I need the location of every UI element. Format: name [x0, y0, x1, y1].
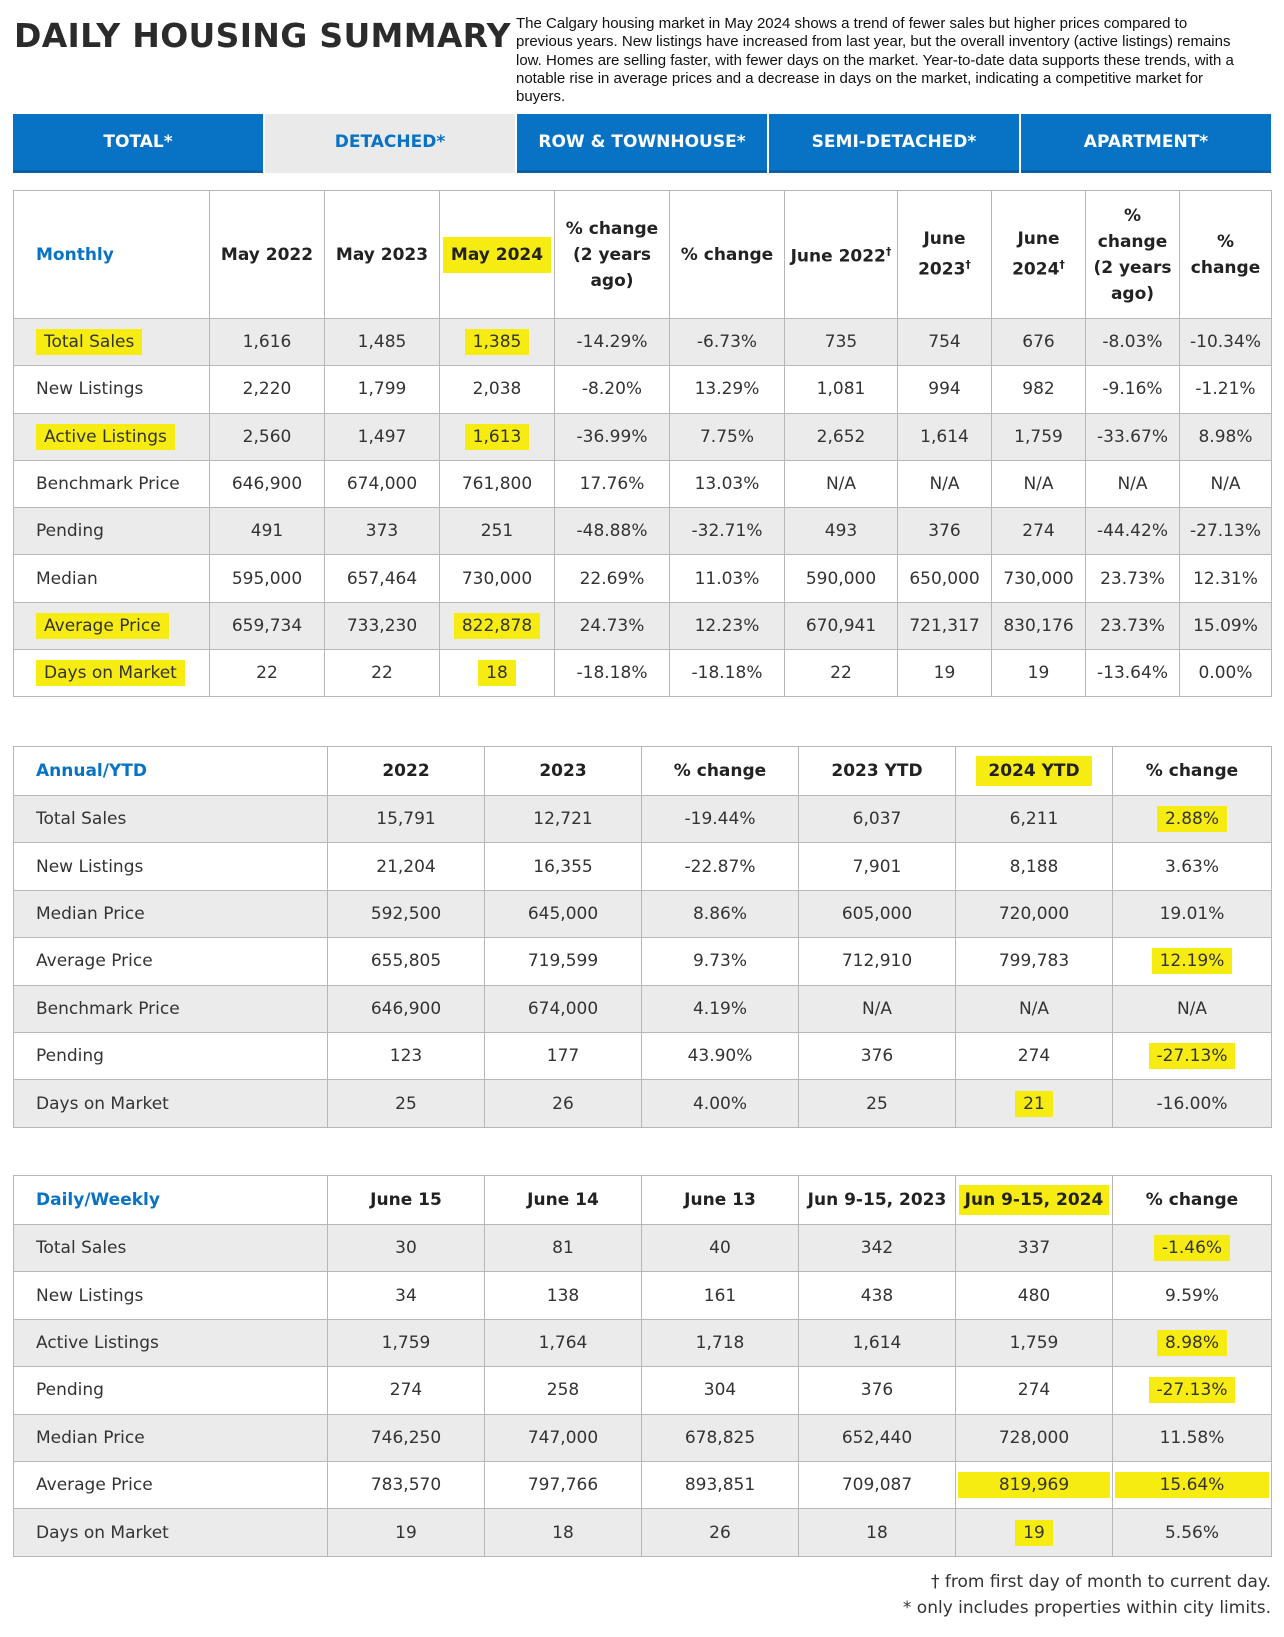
row-label: Total Sales — [14, 1225, 328, 1272]
data-cell: 721,317 — [898, 602, 992, 649]
monthly-col-header: May 2022 — [210, 191, 325, 319]
annual-row — [14, 938, 1272, 985]
data-cell: 8,188 — [956, 843, 1113, 890]
data-cell: -44.42% — [1086, 508, 1180, 555]
data-cell: -32.71% — [670, 508, 785, 555]
data-cell: 438 — [799, 1272, 956, 1319]
data-cell: 1,759 — [956, 1319, 1113, 1366]
daily-row — [14, 1319, 1272, 1366]
data-cell: 6,037 — [799, 796, 956, 843]
data-cell: 24.73% — [555, 602, 670, 649]
data-cell: 893,851 — [642, 1461, 799, 1508]
data-cell: 4.19% — [642, 985, 799, 1032]
data-cell: 8.98% — [1180, 413, 1272, 460]
data-cell: 719,599 — [485, 938, 642, 985]
data-cell: 18 — [485, 1509, 642, 1556]
data-cell: 712,910 — [799, 938, 956, 985]
data-cell: 650,000 — [898, 555, 992, 602]
data-cell: 376 — [898, 508, 992, 555]
data-cell: N/A — [898, 460, 992, 507]
data-cell: 34 — [328, 1272, 485, 1319]
data-cell: 22 — [785, 650, 898, 697]
monthly-col-header: % change (2 years ago) — [555, 191, 670, 319]
data-cell: 15,791 — [328, 796, 485, 843]
data-cell: 26 — [485, 1080, 642, 1127]
row-label: New Listings — [14, 843, 328, 890]
data-cell: 26 — [642, 1509, 799, 1556]
data-cell: 728,000 — [956, 1414, 1113, 1461]
data-cell: 274 — [956, 1032, 1113, 1079]
dagger-mark: † — [1059, 258, 1065, 272]
data-cell: 1,764 — [485, 1319, 642, 1366]
data-cell: -27.13% — [1180, 508, 1272, 555]
monthly-row — [14, 555, 1272, 602]
annual-col-header: % change — [1113, 747, 1272, 796]
data-cell: 19 — [898, 650, 992, 697]
data-cell: 1,613 — [440, 413, 555, 460]
data-cell: 12.31% — [1180, 555, 1272, 602]
row-label: Average Price — [14, 602, 210, 649]
data-cell: N/A — [1086, 460, 1180, 507]
data-cell: 18 — [440, 650, 555, 697]
data-cell: 7,901 — [799, 843, 956, 890]
data-cell: 797,766 — [485, 1461, 642, 1508]
data-cell: 25 — [799, 1080, 956, 1127]
data-cell: N/A — [1113, 985, 1272, 1032]
data-cell: 274 — [956, 1367, 1113, 1414]
annual-row — [14, 890, 1272, 937]
row-label: Active Listings — [14, 1319, 328, 1366]
data-cell: 1,759 — [992, 413, 1086, 460]
data-cell: 11.03% — [670, 555, 785, 602]
data-cell: 1,759 — [328, 1319, 485, 1366]
data-cell: 8.86% — [642, 890, 799, 937]
data-cell: 754 — [898, 319, 992, 366]
monthly-row — [14, 413, 1272, 460]
daily-row — [14, 1509, 1272, 1556]
data-cell: 0.00% — [1180, 650, 1272, 697]
row-label: Days on Market — [14, 650, 210, 697]
data-cell: 491 — [210, 508, 325, 555]
data-cell: 18 — [799, 1509, 956, 1556]
data-cell: 123 — [328, 1032, 485, 1079]
data-cell: 161 — [642, 1272, 799, 1319]
data-cell: 19 — [328, 1509, 485, 1556]
data-cell: 659,734 — [210, 602, 325, 649]
data-cell: 592,500 — [328, 890, 485, 937]
monthly-row — [14, 508, 1272, 555]
data-cell: -8.20% — [555, 366, 670, 413]
row-label: Median — [14, 555, 210, 602]
data-cell: 652,440 — [799, 1414, 956, 1461]
data-cell: 2,220 — [210, 366, 325, 413]
data-cell: 40 — [642, 1225, 799, 1272]
daily-col-header: June 14 — [485, 1176, 642, 1225]
data-cell: 81 — [485, 1225, 642, 1272]
data-cell: 3.63% — [1113, 843, 1272, 890]
data-cell: 138 — [485, 1272, 642, 1319]
row-label: Pending — [14, 1367, 328, 1414]
data-cell: 646,900 — [328, 985, 485, 1032]
data-cell: 274 — [328, 1367, 485, 1414]
monthly-section-title: Monthly — [14, 191, 210, 319]
data-cell: 735 — [785, 319, 898, 366]
daily-row — [14, 1272, 1272, 1319]
data-cell: 23.73% — [1086, 602, 1180, 649]
data-cell: 761,800 — [440, 460, 555, 507]
data-cell: 655,805 — [328, 938, 485, 985]
data-cell: 605,000 — [799, 890, 956, 937]
data-cell: 13.29% — [670, 366, 785, 413]
page-title: DAILY HOUSING SUMMARY — [14, 16, 511, 55]
monthly-row — [14, 460, 1272, 507]
row-label: Total Sales — [14, 319, 210, 366]
data-cell: 678,825 — [642, 1414, 799, 1461]
data-cell: 1,081 — [785, 366, 898, 413]
row-label: Active Listings — [14, 413, 210, 460]
row-label: Days on Market — [14, 1080, 328, 1127]
data-cell: 819,969 — [956, 1461, 1113, 1508]
daily-col-header: June 13 — [642, 1176, 799, 1225]
monthly-col-header: June 2022† — [785, 191, 898, 319]
data-cell: -13.64% — [1086, 650, 1180, 697]
daily-row — [14, 1461, 1272, 1508]
data-cell: 19.01% — [1113, 890, 1272, 937]
data-cell: 9.59% — [1113, 1272, 1272, 1319]
data-cell: 733,230 — [325, 602, 440, 649]
data-cell: 8.98% — [1113, 1319, 1272, 1366]
data-cell: 251 — [440, 508, 555, 555]
monthly-col-header: May 2023 — [325, 191, 440, 319]
daily-col-header: Jun 9-15, 2024 — [956, 1176, 1113, 1225]
annual-row — [14, 985, 1272, 1032]
monthly-col-header: June 2024† — [992, 191, 1086, 319]
data-cell: 982 — [992, 366, 1086, 413]
daily-row — [14, 1367, 1272, 1414]
data-cell: 1,614 — [799, 1319, 956, 1366]
daily-col-header: June 15 — [328, 1176, 485, 1225]
data-cell: -6.73% — [670, 319, 785, 366]
row-label: Pending — [14, 508, 210, 555]
data-cell: -27.13% — [1113, 1367, 1272, 1414]
data-cell: 22 — [210, 650, 325, 697]
data-cell: 5.56% — [1113, 1509, 1272, 1556]
data-cell: 25 — [328, 1080, 485, 1127]
data-cell: N/A — [785, 460, 898, 507]
dagger-mark: † — [965, 258, 971, 272]
dagger-footnote: † from first day of month to current day. — [931, 1572, 1271, 1592]
data-cell: 709,087 — [799, 1461, 956, 1508]
asterisk-footnote: * only includes properties within city limits. — [902, 1598, 1271, 1618]
annual-col-header: 2023 — [485, 747, 642, 796]
data-cell: -19.44% — [642, 796, 799, 843]
data-cell: -18.18% — [555, 650, 670, 697]
annual-col-header: 2024 YTD — [956, 747, 1113, 796]
data-cell: -18.18% — [670, 650, 785, 697]
data-cell: 6,211 — [956, 796, 1113, 843]
data-cell: 274 — [992, 508, 1086, 555]
data-cell: 2,560 — [210, 413, 325, 460]
monthly-row — [14, 650, 1272, 697]
data-cell: 21 — [956, 1080, 1113, 1127]
data-cell: 16,355 — [485, 843, 642, 890]
monthly-col-header: May 2024 — [440, 191, 555, 319]
monthly-col-header: % change — [1180, 191, 1272, 319]
row-label: Average Price — [14, 938, 328, 985]
row-label: Total Sales — [14, 796, 328, 843]
tab-row-townhouse[interactable]: ROW & TOWNHOUSE* — [517, 114, 767, 173]
row-label: Benchmark Price — [14, 460, 210, 507]
data-cell: 480 — [956, 1272, 1113, 1319]
dagger-mark: † — [885, 245, 892, 259]
data-cell: 730,000 — [440, 555, 555, 602]
data-cell: 676 — [992, 319, 1086, 366]
property-type-tabs — [13, 114, 1271, 173]
row-label: Benchmark Price — [14, 985, 328, 1032]
row-label: Median Price — [14, 1414, 328, 1461]
row-label: New Listings — [14, 366, 210, 413]
data-cell: -36.99% — [555, 413, 670, 460]
market-summary-text: The Calgary housing market in May 2024 shows a trend of fewer sales but higher prices compared to previous years. New listings have increased from last year, but the overall inventory (active listings) remains low. Homes are selling faster, with fewer days on the market. Year-to-date data supports these trends, with a notable rise in average prices and a decrease in days on the market, indicating a competitive market for buyers. — [516, 15, 1234, 106]
annual-row — [14, 796, 1272, 843]
data-cell: -14.29% — [555, 319, 670, 366]
data-cell: 11.58% — [1113, 1414, 1272, 1461]
data-cell: -8.03% — [1086, 319, 1180, 366]
data-cell: 342 — [799, 1225, 956, 1272]
data-cell: 730,000 — [992, 555, 1086, 602]
data-cell: 12.23% — [670, 602, 785, 649]
data-cell: 304 — [642, 1367, 799, 1414]
data-cell: -33.67% — [1086, 413, 1180, 460]
data-cell: -22.87% — [642, 843, 799, 890]
data-cell: N/A — [992, 460, 1086, 507]
monthly-col-header: % change (2 years ago) — [1086, 191, 1180, 319]
annual-col-header: % change — [642, 747, 799, 796]
data-cell: -48.88% — [555, 508, 670, 555]
daily-row — [14, 1414, 1272, 1461]
annual-col-header: 2022 — [328, 747, 485, 796]
data-cell: N/A — [1180, 460, 1272, 507]
tab-semi-detached[interactable]: SEMI-DETACHED* — [769, 114, 1019, 173]
data-cell: 822,878 — [440, 602, 555, 649]
data-cell: 720,000 — [956, 890, 1113, 937]
data-cell: N/A — [956, 985, 1113, 1032]
data-cell: 337 — [956, 1225, 1113, 1272]
data-cell: 1,485 — [325, 319, 440, 366]
data-cell: -9.16% — [1086, 366, 1180, 413]
data-cell: 258 — [485, 1367, 642, 1414]
data-cell: 43.90% — [642, 1032, 799, 1079]
data-cell: -1.46% — [1113, 1225, 1272, 1272]
daily-col-header: % change — [1113, 1176, 1272, 1225]
data-cell: 7.75% — [670, 413, 785, 460]
monthly-header-row — [14, 191, 1272, 319]
data-cell: 1,497 — [325, 413, 440, 460]
tab-total[interactable]: TOTAL* — [13, 114, 263, 173]
data-cell: 799,783 — [956, 938, 1113, 985]
annual-ytd-table — [13, 746, 1272, 1128]
tab-apartment[interactable]: APARTMENT* — [1021, 114, 1271, 173]
data-cell: 177 — [485, 1032, 642, 1079]
row-label: New Listings — [14, 1272, 328, 1319]
data-cell: 22 — [325, 650, 440, 697]
data-cell: 12,721 — [485, 796, 642, 843]
data-cell: 22.69% — [555, 555, 670, 602]
tab-detached[interactable]: DETACHED* — [265, 114, 515, 173]
data-cell: 9.73% — [642, 938, 799, 985]
data-cell: 376 — [799, 1032, 956, 1079]
daily-section-title: Daily/Weekly — [14, 1176, 328, 1225]
data-cell: -27.13% — [1113, 1032, 1272, 1079]
data-cell: N/A — [799, 985, 956, 1032]
data-cell: 13.03% — [670, 460, 785, 507]
data-cell: 17.76% — [555, 460, 670, 507]
data-cell: 373 — [325, 508, 440, 555]
data-cell: 2.88% — [1113, 796, 1272, 843]
monthly-row — [14, 366, 1272, 413]
data-cell: 1,799 — [325, 366, 440, 413]
data-cell: 15.09% — [1180, 602, 1272, 649]
data-cell: 994 — [898, 366, 992, 413]
data-cell: -16.00% — [1113, 1080, 1272, 1127]
monthly-col-header: % change — [670, 191, 785, 319]
data-cell: 1,616 — [210, 319, 325, 366]
data-cell: 4.00% — [642, 1080, 799, 1127]
row-label: Pending — [14, 1032, 328, 1079]
data-cell: 493 — [785, 508, 898, 555]
data-cell: 21,204 — [328, 843, 485, 890]
monthly-table — [13, 190, 1272, 697]
annual-header-row — [14, 747, 1272, 796]
annual-row — [14, 1032, 1272, 1079]
data-cell: 657,464 — [325, 555, 440, 602]
annual-row — [14, 1080, 1272, 1127]
data-cell: 23.73% — [1086, 555, 1180, 602]
daily-weekly-table — [13, 1175, 1272, 1557]
data-cell: 595,000 — [210, 555, 325, 602]
monthly-col-header: June 2023† — [898, 191, 992, 319]
data-cell: 830,176 — [992, 602, 1086, 649]
data-cell: 2,038 — [440, 366, 555, 413]
data-cell: 15.64% — [1113, 1461, 1272, 1508]
data-cell: 674,000 — [325, 460, 440, 507]
data-cell: 783,570 — [328, 1461, 485, 1508]
annual-col-header: 2023 YTD — [799, 747, 956, 796]
row-label: Average Price — [14, 1461, 328, 1508]
row-label: Days on Market — [14, 1509, 328, 1556]
data-cell: 2,652 — [785, 413, 898, 460]
monthly-row — [14, 602, 1272, 649]
data-cell: 376 — [799, 1367, 956, 1414]
data-cell: 747,000 — [485, 1414, 642, 1461]
data-cell: -1.21% — [1180, 366, 1272, 413]
data-cell: 1,385 — [440, 319, 555, 366]
data-cell: 19 — [992, 650, 1086, 697]
data-cell: 674,000 — [485, 985, 642, 1032]
data-cell: 30 — [328, 1225, 485, 1272]
data-cell: 1,718 — [642, 1319, 799, 1366]
data-cell: -10.34% — [1180, 319, 1272, 366]
daily-header-row — [14, 1176, 1272, 1225]
data-cell: 19 — [956, 1509, 1113, 1556]
monthly-row — [14, 319, 1272, 366]
daily-row — [14, 1225, 1272, 1272]
data-cell: 590,000 — [785, 555, 898, 602]
data-cell: 12.19% — [1113, 938, 1272, 985]
data-cell: 746,250 — [328, 1414, 485, 1461]
annual-row — [14, 843, 1272, 890]
data-cell: 646,900 — [210, 460, 325, 507]
data-cell: 670,941 — [785, 602, 898, 649]
annual-section-title: Annual/YTD — [14, 747, 328, 796]
daily-col-header: Jun 9-15, 2023 — [799, 1176, 956, 1225]
data-cell: 1,614 — [898, 413, 992, 460]
row-label: Median Price — [14, 890, 328, 937]
data-cell: 645,000 — [485, 890, 642, 937]
